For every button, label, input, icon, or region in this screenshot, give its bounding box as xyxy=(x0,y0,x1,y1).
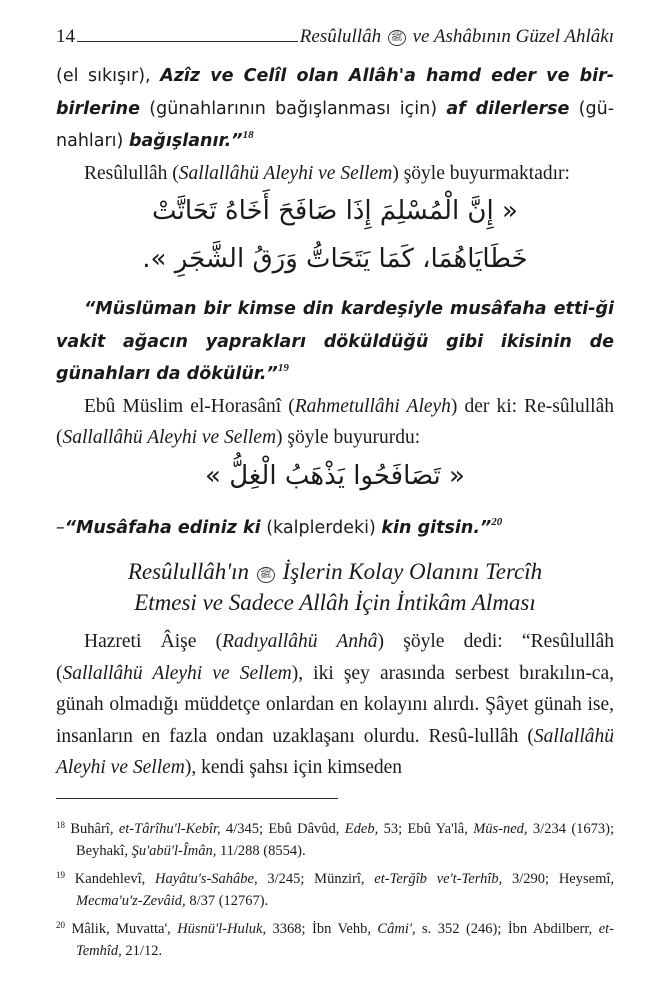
footnote-ref-19: 19 xyxy=(277,362,289,374)
arabic-hadith-line-1: « إِنَّ الْمُسْلِمَ إِذَا صَافَحَ أَخَاهُ تَحَاتَّتْ xyxy=(152,196,518,226)
footnote-19: $^{19}$ Kandehlevî, Hayâtu's-Sahâbe, 3/245; Münzirî, et-Terğîb ve't-Terhîb, 3/290; Heysemî, Mecma'u'z-Zevâid, 8/37 (12767). xyxy=(56,870,614,909)
page-number: 14 xyxy=(56,26,75,47)
footnote-20: $^{20}$ Mâlik, Muvatta', Hüsnü'l-Huluk, 3368; İbn Vehb, Câmi', s. 352 (246); İbn Abdilberr, et-Temhîd, 21/12. xyxy=(56,920,614,959)
hadith-translation-1: “Müslüman bir kimse din kardeşiyle musâfaha etti-ği vakit ağacın yaprakları döküldüğü gibi ikisinin de günahları da dökülür.”$^{19}$ xyxy=(56,299,614,384)
paragraph-intro-2: Ebû Müslim el-Horasânî (Rahmetullâhi Aleyh) der ki: Re-sûlullâh (Sallallâhü Aleyhi ve Sellem) şöyle buyururdu: xyxy=(56,395,614,448)
header-rule xyxy=(77,41,298,42)
footnote-ref-20: 20 xyxy=(491,515,503,528)
page-body xyxy=(56,60,614,784)
salawat-seal-icon: ﷺ xyxy=(257,567,275,583)
arabic-hadith-short: « تَصَافَحُوا يَذْهَبُ الْغِلُّ » xyxy=(205,460,465,491)
arabic-hadith-line-2: خَطَايَاهُمَا، كَمَا يَتَحَاتُّ وَرَقُ الشَّجَرِ ». xyxy=(142,244,528,274)
paragraph-intro-1: Resûlullâh (Sallallâhü Aleyhi ve Sellem) şöyle buyurmaktadır: xyxy=(84,162,570,184)
running-title: Resûlullâh ﷺ ve Ashâbının Güzel Ahlâkı xyxy=(299,26,614,47)
running-header xyxy=(56,26,614,48)
footnote-separator xyxy=(56,798,338,799)
hadith-translation-2: –“Musâfaha ediniz ki (kalplerdeki) kin gitsin.”$^{20}$ xyxy=(56,515,503,538)
section-heading: Resûlullâh'ın ﷺ İşlerin Kolay Olanını Tercîh Etmesi ve Sadece Allâh İçin İntikâm Alması xyxy=(127,559,543,615)
salawat-seal-icon: ﷺ xyxy=(388,30,406,46)
paragraph-hadith-continuation: (el sıkışır), Azîz ve Celîl olan Allâh'a hamd eder ve bir-birlerine (günahlarının bağışlanması için) af dilerlerse (gü-nahları) bağışlanır.”$^{18}$ xyxy=(56,66,615,151)
paragraph-aisha: Hazreti Âişe (Radıyallâhü Anhâ) şöyle dedi: “Resûlullâh (Sallallâhü Aleyhi ve Sellem), iki şey arasında serbest bırakılın-ca, günah olmadığı müddetçe onlardan en kolayını alırdı. Şâyet günah ise, insanların en fazla ondan uzaklaşanı olurdu. Resû-lullâh (Sallallâhü Aleyhi ve Sellem), kendi şahsı için kimseden xyxy=(56,631,614,778)
footnote-ref-18: 18 xyxy=(242,129,254,141)
footnotes xyxy=(56,818,614,968)
footnote-18: $^{18}$ Buhârî, et-Târîhu'l-Kebîr, 4/345; Ebû Dâvûd, Edeb, 53; Ebû Ya'lâ, Müs-ned, 3/234 (1673); Beyhakî, Şu'abü'l-Îmân, 11/288 (8554). xyxy=(56,820,615,859)
